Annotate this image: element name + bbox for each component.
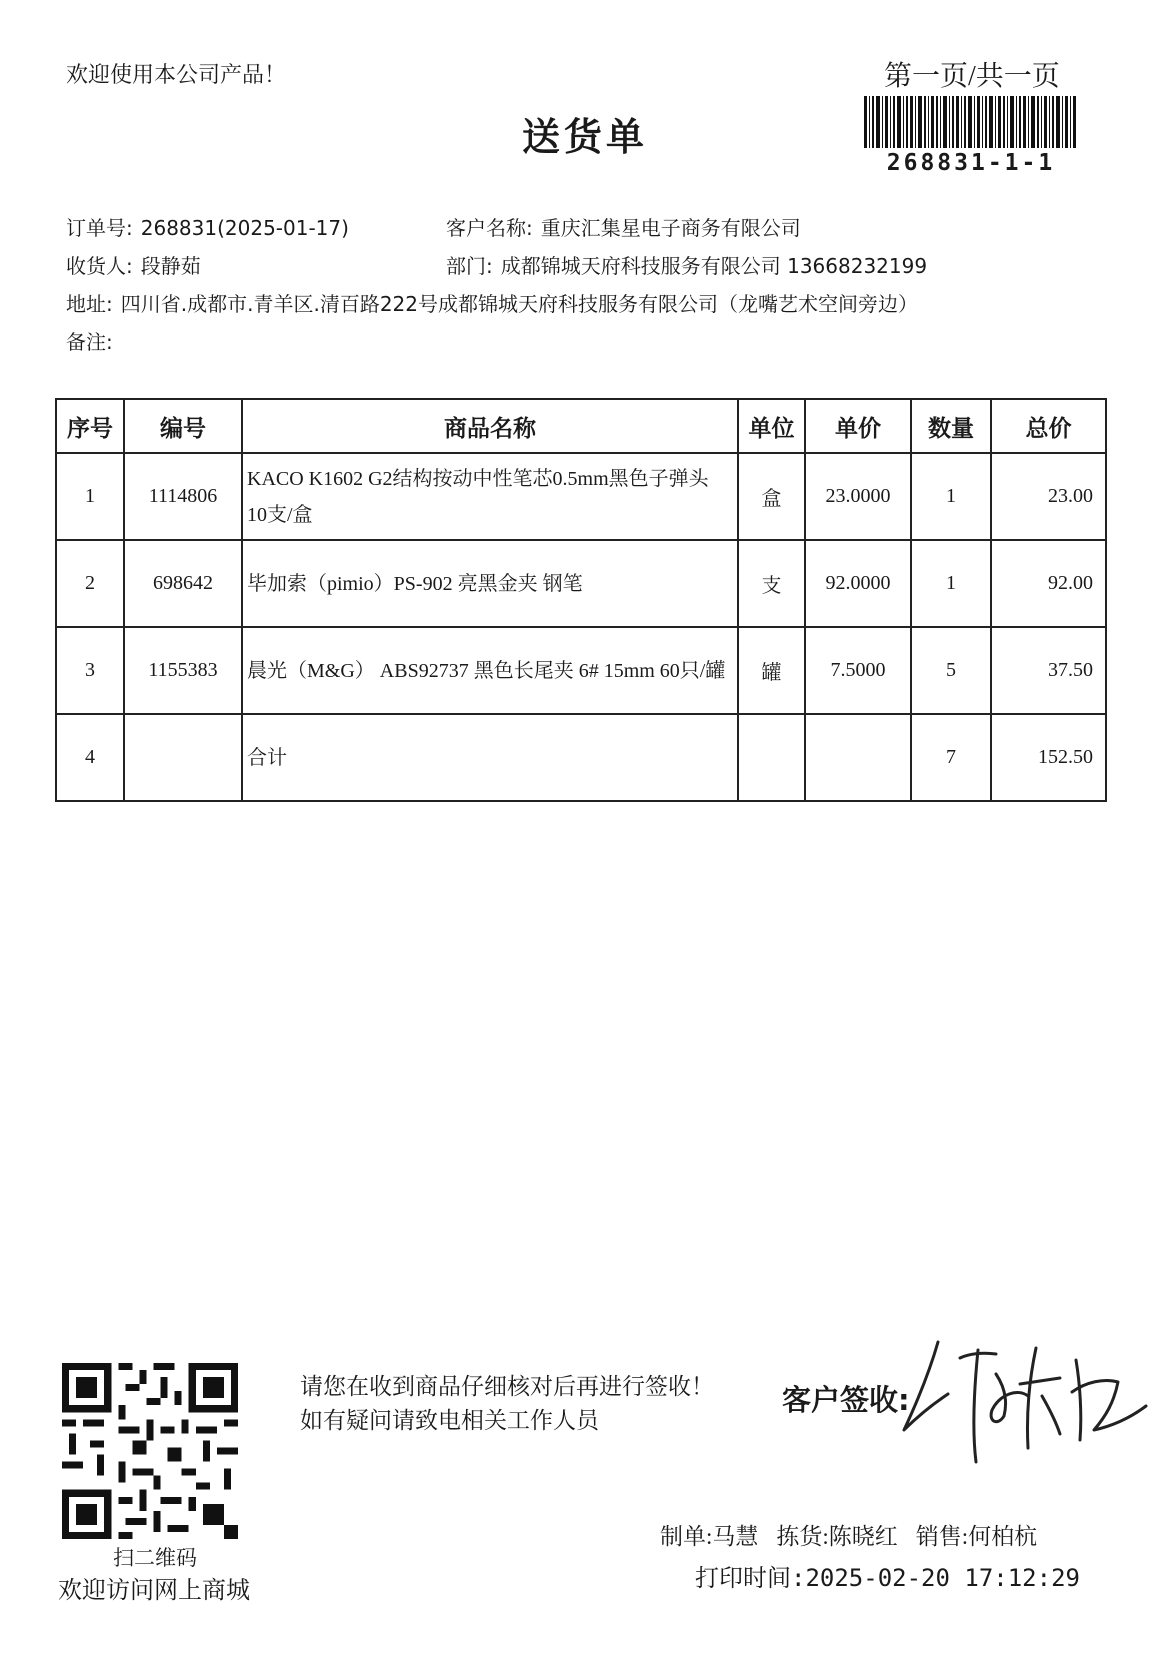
cell-product-name: KACO K1602 G2结构按动中性笔芯0.5mm黑色子弹头 10支/盒: [242, 453, 738, 540]
table-header-row: [56, 399, 1106, 453]
barcode-number: 268831-1-1: [886, 150, 1056, 176]
cell-grand-total: 152.50: [991, 714, 1106, 801]
items-table: [55, 398, 1107, 802]
picked-by: 拣货:陈晓红: [776, 1524, 898, 1549]
cell-seq: 2: [56, 540, 124, 627]
order-number: [66, 212, 349, 241]
cell-total: 37.50: [991, 627, 1106, 714]
cell-total-quantity: 7: [911, 714, 991, 801]
page-indicator: 第一页/共一页: [884, 61, 1060, 92]
department-value: 成都锦城天府科技服务有限公司 13668232199: [500, 254, 928, 278]
cell-unit-price: 92.0000: [805, 540, 911, 627]
scan-qr-label: 扫二维码: [113, 1546, 197, 1570]
cell-code: [124, 714, 242, 801]
cell-total: 92.00: [991, 540, 1106, 627]
address-value: 四川省.成都市.青羊区.清百路222号成都锦城天府科技服务有限公司（龙嘴艺术空间旁边）: [120, 292, 918, 316]
remarks-label: 备注:: [66, 330, 113, 354]
cell-unit-price: 23.0000: [805, 453, 911, 540]
cell-summary-label: 合计: [242, 714, 738, 801]
header-unit-price: 单价: [805, 399, 911, 453]
header-unit: 单位: [738, 399, 805, 453]
cell-unit: [738, 714, 805, 801]
document-title: 送货单: [521, 115, 648, 159]
header-code: 编号: [124, 399, 242, 453]
address-label: 地址:: [66, 292, 113, 316]
online-mall-label: 欢迎访问网上商城: [58, 1578, 250, 1604]
cell-seq: 3: [56, 627, 124, 714]
receiver-label: 收货人:: [66, 254, 133, 278]
cell-quantity: 5: [911, 627, 991, 714]
cell-code: 698642: [124, 540, 242, 627]
welcome-text: 欢迎使用本公司产品！: [66, 63, 287, 88]
table-row: [56, 540, 1106, 627]
customer-name-value: 重庆汇集星电子商务有限公司: [540, 216, 801, 240]
handwritten-signature: [900, 1330, 1155, 1475]
header-total: 总价: [991, 399, 1106, 453]
receiver: [66, 250, 201, 279]
cell-unit: 罐: [738, 627, 805, 714]
cell-product-name: 毕加索（pimio）PS-902 亮黑金夹 钢笔: [242, 540, 738, 627]
cell-unit-price: [805, 714, 911, 801]
customer-signature-label: 客户签收:: [782, 1383, 910, 1417]
prepared-by: 制单:马慧: [660, 1524, 759, 1549]
table-row: [56, 627, 1106, 714]
order-number-value: 268831(2025-01-17): [140, 216, 349, 240]
customer-name-label: 客户名称:: [446, 216, 533, 240]
cell-unit: 盒: [738, 453, 805, 540]
address: [66, 288, 918, 317]
print-time: 打印时间:2025-02-20 17:12:29: [695, 1564, 1080, 1592]
receiver-value: 段静茹: [140, 254, 201, 278]
order-number-label: 订单号:: [66, 216, 133, 240]
table-row: [56, 453, 1106, 540]
cell-code: 1155383: [124, 627, 242, 714]
cell-product-name: 晨光（M&G） ABS92737 黑色长尾夹 6# 15mm 60只/罐: [242, 627, 738, 714]
verification-notice: 请您在收到商品仔细核对后再进行签收！如有疑问请致电相关工作人员: [300, 1374, 714, 1434]
header-quantity: 数量: [911, 399, 991, 453]
cell-quantity: 1: [911, 540, 991, 627]
cell-seq: 4: [56, 714, 124, 801]
cell-code: 1114806: [124, 453, 242, 540]
cell-seq: 1: [56, 453, 124, 540]
department-label: 部门:: [446, 254, 493, 278]
table-row-summary: [56, 714, 1106, 801]
barcode-icon: [864, 96, 1076, 148]
header-product-name: 商品名称: [242, 399, 738, 453]
sales-person: 销售:何柏杭: [915, 1524, 1038, 1549]
qr-code-icon: [62, 1363, 238, 1539]
cell-unit: 支: [738, 540, 805, 627]
cell-quantity: 1: [911, 453, 991, 540]
cell-unit-price: 7.5000: [805, 627, 911, 714]
header-seq: 序号: [56, 399, 124, 453]
cell-total: 23.00: [991, 453, 1106, 540]
staff-info: [660, 1518, 1055, 1551]
customer-name: [446, 212, 801, 241]
remarks: [66, 326, 121, 355]
department: [446, 250, 927, 279]
